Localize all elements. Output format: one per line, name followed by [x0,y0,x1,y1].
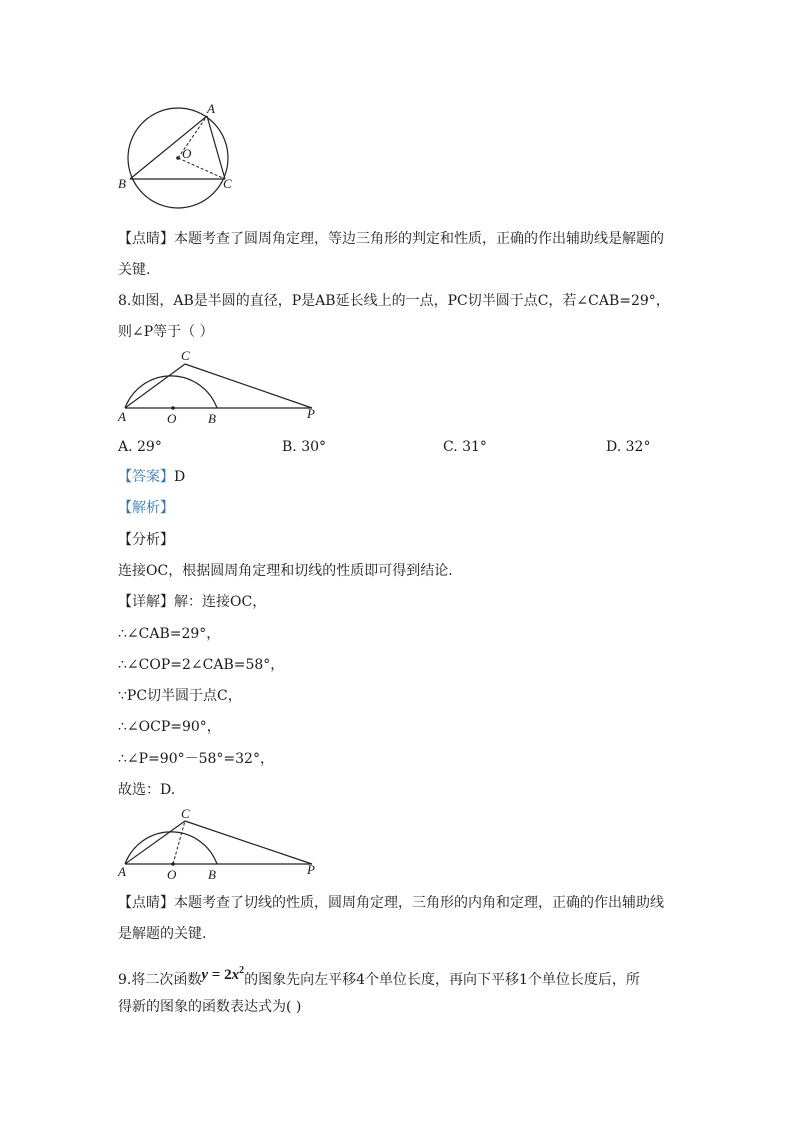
dianjing-1-line1 [118,229,664,249]
dianjing-1-tag: 【点睛】 [118,231,174,247]
dianjing-1-text: 本题考查了圆周角定理，等边三角形的判定和性质，正确的作出辅助线是解题的 [174,231,664,247]
semicircle-arc [125,376,217,408]
detail-line-4: ∵PC切半圆于点C， [118,688,242,704]
segment-cp [185,364,312,408]
label-a: A [118,409,126,424]
dianjing-2-text: 本题考查了切线的性质，圆周角定理，三角形的内角和定理，正确的作出辅助线 [174,895,664,911]
detail-line-1: 【详解】解：连接OC， [118,594,267,610]
answer-value: D [174,469,186,485]
segment-oc-dashed [178,158,225,179]
figure-circle-abc [115,100,240,215]
detail-line-7: 故选：D. [118,782,176,798]
fenxi-text: 连接OC，根据圆周角定理和切线的性质即可得到结论. [118,563,453,579]
label-c: C [181,348,190,363]
option-a: A. 29° [118,439,162,455]
label-b: B [208,867,216,882]
q8-stem-line1: 8.如图，AB是半圆的直径，P是AB延长线上的一点，PC切半圆于点C，若∠CAB=29°， [118,293,670,309]
detail-line-3: ∴∠COP=2∠CAB=58°， [118,657,285,673]
q9-formula-x: x [231,967,240,983]
label-o: O [167,867,177,882]
label-c: C [181,806,190,821]
segment-ac [125,821,185,864]
label-a: A [118,864,126,879]
label-o: O [182,146,192,161]
center-point [171,862,175,866]
segment-oc-dashed [173,821,185,864]
fenxi-heading: 【分析】 [118,532,174,548]
q8-stem-line2: 则∠P等于（ ） [118,324,214,340]
detail-line-6: ∴∠P=90°－58°=32°， [118,751,274,767]
segment-ab [130,116,207,179]
q9-formula-eq: = 2 [208,967,232,983]
label-a: A [207,101,215,116]
center-point [176,156,180,160]
detail-line-2: ∴∠CAB=29°， [118,626,221,642]
dianjing-2-line2: 是解题的关键. [118,926,207,942]
answer-tag: 【答案】 [118,469,174,485]
label-p: P [307,406,315,421]
label-c: C [223,176,232,191]
answer-line [118,467,185,487]
q9-stem-line1 [118,966,640,990]
detail-line-5: ∴∠OCP=90°， [118,719,221,735]
q9-formula [201,967,244,983]
semicircle-arc [125,832,217,864]
label-b: B [118,176,126,191]
dianjing-2-line1 [118,893,664,913]
q9-prefix: 9.将二次函数 [118,972,202,988]
q9-stem-line2: 得新的图象的函数表达式为( ) [118,999,302,1015]
option-c: C. 31° [443,439,487,455]
label-o: O [167,411,177,426]
dianjing-1-line2: 关键. [118,262,151,278]
analysis-heading: 【解析】 [118,500,174,516]
q9-suffix: 的图象先向左平移4个单位长度，再向下平移1个单位长度后，所 [244,972,640,988]
label-b: B [208,411,216,426]
option-d: D. 32° [606,439,651,455]
segment-cp [185,821,312,864]
dianjing-2-tag: 【点睛】 [118,895,174,911]
segment-ac [125,364,185,408]
label-p: P [307,862,315,877]
figure-semicircle-solution [115,805,330,887]
option-b: B. 30° [282,439,327,455]
q9-formula-exp: 2 [239,965,245,976]
center-point [171,406,175,410]
figure-semicircle-q8 [115,345,330,427]
q9-formula-y: y [201,967,209,983]
